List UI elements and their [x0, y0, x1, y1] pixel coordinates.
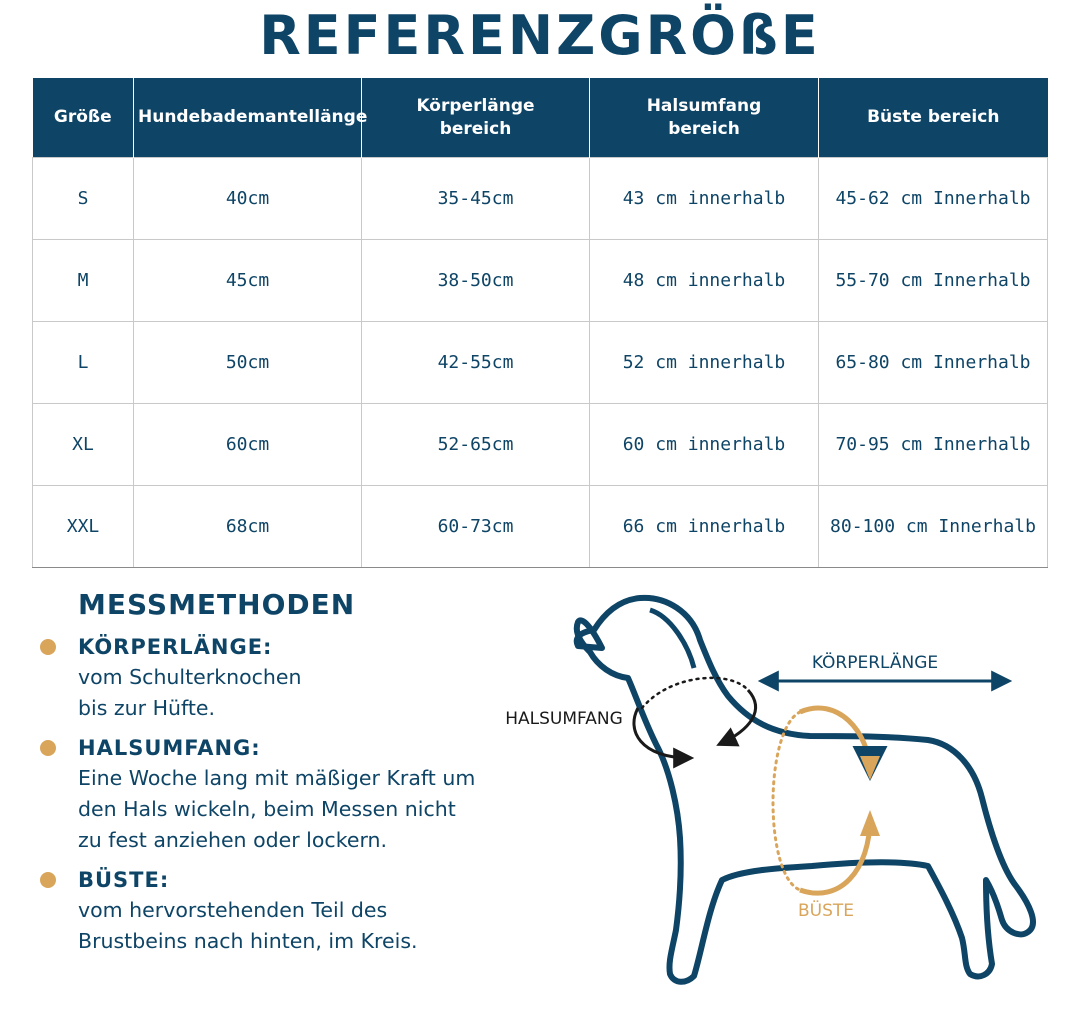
cell-neck: 48 cm innerhalb	[590, 240, 819, 322]
cell-chest: 55-70 cm Innerhalb	[819, 240, 1048, 322]
cell-coat-length: 50cm	[134, 322, 362, 404]
size-table	[32, 78, 1048, 568]
header-neck: Halsumfang bereich	[590, 78, 819, 158]
chest-arrow-top-icon	[800, 708, 870, 774]
cell-neck: 66 cm innerhalb	[590, 486, 819, 568]
cell-body-length: 60-73cm	[362, 486, 590, 568]
header-body-length: Körperlänge bereich	[362, 78, 590, 158]
header-size: Größe	[33, 78, 134, 158]
cell-coat-length: 45cm	[134, 240, 362, 322]
table-row	[33, 158, 1048, 240]
cell-coat-length: 40cm	[134, 158, 362, 240]
method-heading: KÖRPERLÄNGE:	[78, 635, 273, 659]
cell-size: L	[33, 322, 134, 404]
cell-size: S	[33, 158, 134, 240]
neck-label: HALSUMFANG	[505, 709, 623, 729]
method-neck	[40, 736, 540, 856]
cell-coat-length: 68cm	[134, 486, 362, 568]
header-chest: Büste bereich	[819, 78, 1048, 158]
chest-label: BÜSTE	[797, 901, 855, 921]
cell-size: XL	[33, 404, 134, 486]
method-description: Eine Woche lang mit mäßiger Kraft um den Hals wickeln, beim Messen nicht zu fest anziehen oder lockern.	[78, 766, 476, 852]
cell-body-length: 38-50cm	[362, 240, 590, 322]
page-title: REFERENZGRÖßE	[259, 4, 821, 67]
table-row	[33, 486, 1048, 568]
cell-neck: 43 cm innerhalb	[590, 158, 819, 240]
cell-size: M	[33, 240, 134, 322]
cell-chest: 80-100 cm Innerhalb	[819, 486, 1048, 568]
method-body-length	[40, 635, 540, 724]
bullet-dot-icon	[40, 872, 56, 888]
table-row	[33, 240, 1048, 322]
table-row	[33, 322, 1048, 404]
measuring-methods	[40, 588, 540, 969]
chest-arrow-bottom-icon	[800, 818, 870, 893]
bullet-dot-icon	[40, 740, 56, 756]
methods-title: MESSMETHODEN	[78, 588, 356, 621]
method-description: vom Schulterknochen bis zur Hüfte.	[78, 665, 302, 720]
chest-arrowhead-down-icon	[860, 756, 880, 780]
table-header-row	[33, 78, 1048, 158]
method-chest	[40, 868, 540, 957]
body-length-label: KÖRPERLÄNGE	[811, 653, 939, 673]
cell-coat-length: 60cm	[134, 404, 362, 486]
header-coat-length: Hundebademantellänge	[134, 78, 362, 158]
dog-outline-icon	[577, 598, 1033, 982]
cell-body-length: 35-45cm	[362, 158, 590, 240]
chest-dotted-circle-icon	[773, 712, 800, 890]
method-heading: BÜSTE:	[78, 868, 170, 892]
chest-arrowhead-up-icon	[860, 810, 880, 836]
cell-body-length: 52-65cm	[362, 404, 590, 486]
cell-chest: 65-80 cm Innerhalb	[819, 322, 1048, 404]
cell-chest: 45-62 cm Innerhalb	[819, 158, 1048, 240]
cell-body-length: 42-55cm	[362, 322, 590, 404]
bullet-dot-icon	[40, 639, 56, 655]
cell-chest: 70-95 cm Innerhalb	[819, 404, 1048, 486]
method-description: vom hervorstehenden Teil des Brustbeins nach hinten, im Kreis.	[78, 898, 418, 953]
cell-neck: 52 cm innerhalb	[590, 322, 819, 404]
dog-measurement-diagram	[480, 570, 1070, 1030]
table-row	[33, 404, 1048, 486]
cell-neck: 60 cm innerhalb	[590, 404, 819, 486]
method-heading: HALSUMFANG:	[78, 736, 261, 760]
cell-size: XXL	[33, 486, 134, 568]
